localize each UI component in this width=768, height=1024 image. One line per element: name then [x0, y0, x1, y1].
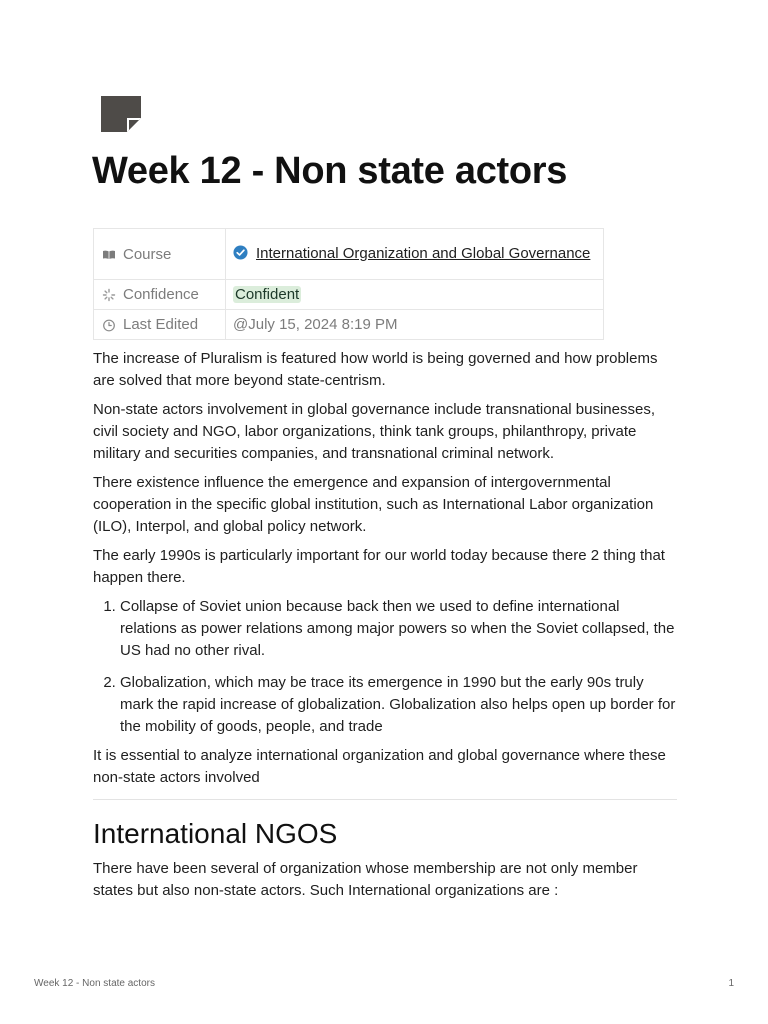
property-value-course: [226, 229, 604, 280]
page-title: Week 12 - Non state actors: [92, 150, 568, 192]
paragraph-early-1990s: The early 1990s is particularly important for our world today because there 2 thing that happen there.: [93, 547, 665, 586]
property-name-confidence: [94, 280, 226, 310]
property-name-course: [94, 229, 226, 280]
confidence-tag[interactable]: Confident: [235, 285, 300, 303]
paragraph-non-state-actors: Non-state actors involvement in global governance include transnational businesses, civil society and NGO, labor organizations, think tank groups, philanthropy, private military and securities companies, and transnational criminal network.: [93, 401, 655, 462]
divider: [93, 799, 677, 800]
footer-title: Week 12 - Non state actors: [34, 978, 155, 989]
property-row-course: [94, 229, 604, 280]
properties-table: [93, 228, 604, 340]
property-value-last-edited: [226, 310, 604, 340]
numbered-list: [93, 596, 677, 738]
list-item-soviet-collapse: 1. Collapse of Soviet union because back then we used to define international relations as power relations among major powers so when the Soviet collapsed, the US had no other rival.: [120, 596, 677, 662]
property-value-confidence: [226, 280, 604, 310]
property-row-last-edited: [94, 310, 604, 340]
clock-icon: [102, 318, 116, 332]
book-icon: [102, 247, 116, 261]
sticky-note-icon: [101, 96, 141, 132]
page-content: [93, 348, 677, 909]
property-row-confidence: [94, 280, 604, 310]
last-edited-date: @July 15, 2024 8:19 PM: [233, 315, 398, 333]
footer-page-number: 1: [728, 978, 734, 989]
property-name-last-edited: [94, 310, 226, 340]
paragraph-membership: There have been several of organization whose membership are not only member states but also non-state actors. Such International organizations are :: [93, 860, 638, 899]
loading-icon: [102, 288, 116, 302]
property-label-course: Course: [123, 245, 172, 263]
property-label-last-edited: Last Edited: [123, 316, 199, 333]
course-link[interactable]: International Organization and Global Governance: [256, 245, 591, 262]
paragraph-existence-influence: There existence influence the emergence and expansion of intergovernmental cooperation in the specific global institution, such as International Labor organization (ILO), Interpol, and global policy network.: [93, 474, 654, 535]
section-heading-international-ngos: International NGOS: [93, 818, 338, 849]
paragraph-pluralism: The increase of Pluralism is featured how world is being governed and how problems are solved that more beyond state-centrism.: [93, 350, 658, 389]
list-item-globalization: 2. Globalization, which may be trace its emergence in 1990 but the early 90s truly mark the rapid increase of globalization. Globalization also helps open up border for the mobility of goods, people, and trade: [120, 672, 677, 738]
property-label-confidence: Confidence: [123, 286, 199, 303]
paragraph-essential-analysis: It is essential to analyze international organization and global governance where these non-state actors involved: [93, 747, 666, 786]
check-circle-icon: [233, 245, 248, 260]
